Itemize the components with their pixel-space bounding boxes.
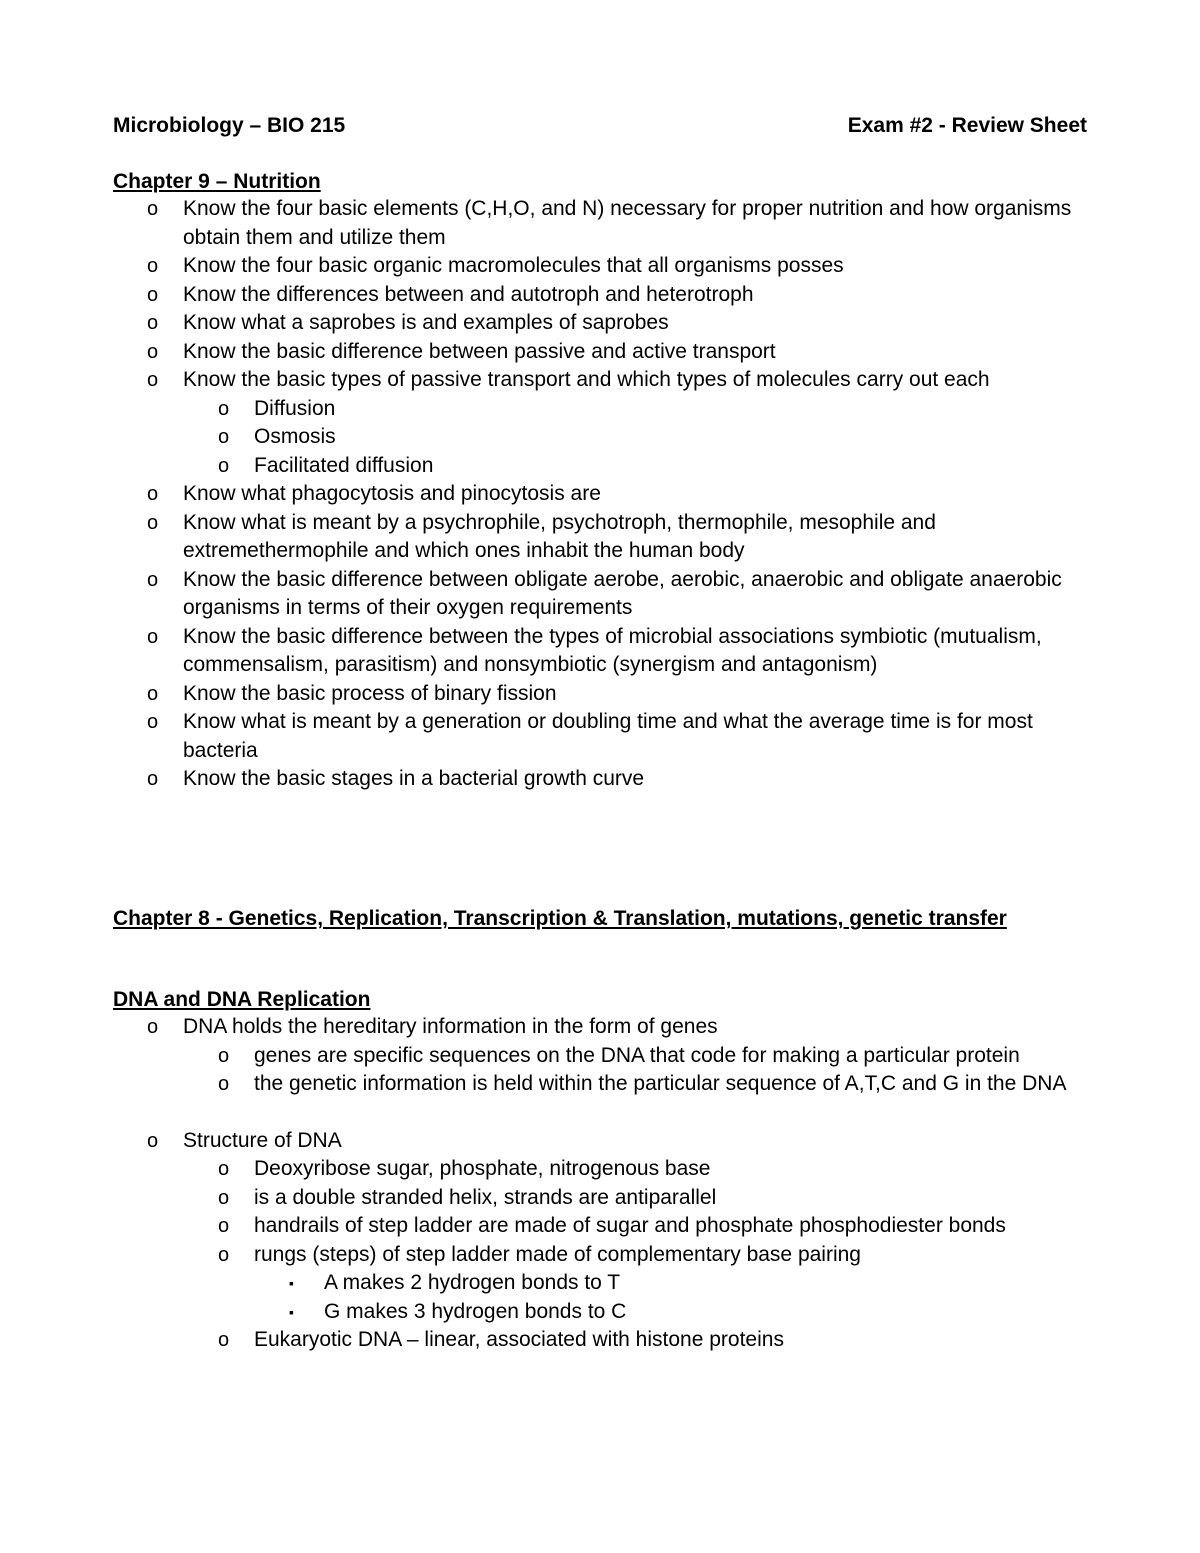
circle-bullet-icon: o: [147, 312, 159, 334]
sub-list-item: o Eukaryotic DNA – linear, associated with histone proteins: [113, 1326, 1087, 1355]
sub-list-item: o Facilitated diffusion: [113, 452, 1087, 481]
chapter-9-section: [113, 168, 1087, 794]
list-item: o Know the basic types of passive transport and which types of molecules carry out each: [113, 366, 1087, 395]
document-header: [113, 114, 1087, 144]
sub-list-item: o the genetic information is held within the particular sequence of A,T,C and G in the DNA: [113, 1070, 1087, 1099]
dna-replication-section: [113, 986, 1087, 1355]
circle-bullet-icon: o: [147, 283, 159, 306]
circle-bullet-icon: o: [147, 369, 159, 391]
circle-bullet-icon: o: [147, 483, 159, 505]
circle-bullet-icon: o: [218, 1243, 230, 1266]
sub-list-item: o Osmosis: [113, 423, 1087, 452]
chapter-9-list: [113, 195, 1087, 794]
circle-bullet-icon: o: [147, 768, 159, 790]
sheet-title: Exam #2 - Review Sheet: [847, 114, 1087, 137]
list-item: o Know the four basic elements (C,H,O, and N) necessary for proper nutrition and how organisms obtain them and utilize them: [147, 197, 1072, 249]
sub-list-item: o handrails of step ladder are made of sugar and phosphate phosphodiester bonds: [113, 1212, 1087, 1241]
circle-bullet-icon: o: [218, 426, 230, 448]
circle-bullet-icon: o: [218, 1186, 230, 1209]
spacer: [113, 1099, 1087, 1127]
circle-bullet-icon: o: [218, 1329, 230, 1351]
circle-bullet-icon: o: [218, 454, 230, 477]
sub-sub-list-item: ▪ G makes 3 hydrogen bonds to C: [113, 1298, 1087, 1327]
circle-bullet-icon: o: [147, 568, 159, 591]
dna-replication-heading: DNA and DNA Replication: [113, 988, 371, 1011]
sub-list-item: o is a double stranded helix, strands are antiparallel: [113, 1184, 1087, 1213]
circle-bullet-icon: o: [147, 682, 159, 705]
sub-list-item: o rungs (steps) of step ladder made of complementary base pairing: [113, 1241, 1087, 1270]
sub-list-item: o Diffusion: [113, 395, 1087, 424]
chapter-8-section: [113, 905, 1087, 932]
sub-sub-list-item: ▪ A makes 2 hydrogen bonds to T: [113, 1269, 1087, 1298]
course-title: Microbiology – BIO 215: [113, 114, 346, 137]
sub-list-item: o Deoxyribose sugar, phosphate, nitrogenous base: [113, 1155, 1087, 1184]
square-bullet-icon: ▪: [289, 1275, 294, 1291]
circle-bullet-icon: o: [147, 198, 159, 220]
list-item: o Know what a saprobes is and examples of saprobes: [113, 309, 1087, 338]
list-item: o Know the basic difference between passive and active transport: [113, 338, 1087, 367]
circle-bullet-icon: o: [218, 397, 230, 420]
circle-bullet-icon: o: [147, 255, 159, 277]
circle-bullet-icon: o: [147, 340, 159, 363]
list-item: o Know the basic difference between the types of microbial associations symbiotic (mutualism, commensalism, parasitism) and nonsymbiotic (synergism and antagonism): [147, 624, 1042, 676]
list-item: o Know the basic stages in a bacterial growth curve: [113, 765, 1087, 794]
circle-bullet-icon: o: [147, 1016, 159, 1038]
list-item: o Know what phagocytosis and pinocytosis are: [113, 480, 1087, 509]
circle-bullet-icon: o: [218, 1073, 230, 1095]
chapter-8-heading: Chapter 8 - Genetics, Replication, Transcription & Translation, mutations, genetic transfer: [113, 907, 1007, 930]
circle-bullet-icon: o: [218, 1044, 230, 1067]
list-item: o Know the basic difference between obligate aerobe, aerobic, anaerobic and obligate anaerobic organisms in terms of their oxygen requirements: [147, 567, 1062, 619]
square-bullet-icon: ▪: [289, 1303, 294, 1320]
list-item: o Know the four basic organic macromolecules that all organisms posses: [113, 252, 1087, 281]
circle-bullet-icon: o: [218, 1215, 230, 1237]
dna-list: [113, 1013, 1087, 1355]
list-item: o Know the differences between and autotroph and heterotroph: [113, 281, 1087, 310]
list-item: o DNA holds the hereditary information in the form of genes: [113, 1013, 1087, 1042]
circle-bullet-icon: o: [147, 625, 159, 648]
list-item: o Know the basic process of binary fission: [113, 680, 1087, 709]
circle-bullet-icon: o: [147, 711, 159, 733]
circle-bullet-icon: o: [147, 511, 159, 534]
circle-bullet-icon: o: [218, 1158, 230, 1180]
circle-bullet-icon: o: [147, 1129, 159, 1152]
list-item: o Know what is meant by a psychrophile, psychotroph, thermophile, mesophile and extremethermophile and which ones inhabit the human body: [147, 510, 936, 562]
chapter-9-heading: Chapter 9 – Nutrition: [113, 170, 321, 193]
sub-list-item: o genes are specific sequences on the DNA that code for making a particular protein: [113, 1042, 1087, 1071]
list-item: o Structure of DNA: [113, 1127, 1087, 1156]
list-item: o Know what is meant by a generation or doubling time and what the average time is for most bacteria: [147, 710, 1033, 762]
